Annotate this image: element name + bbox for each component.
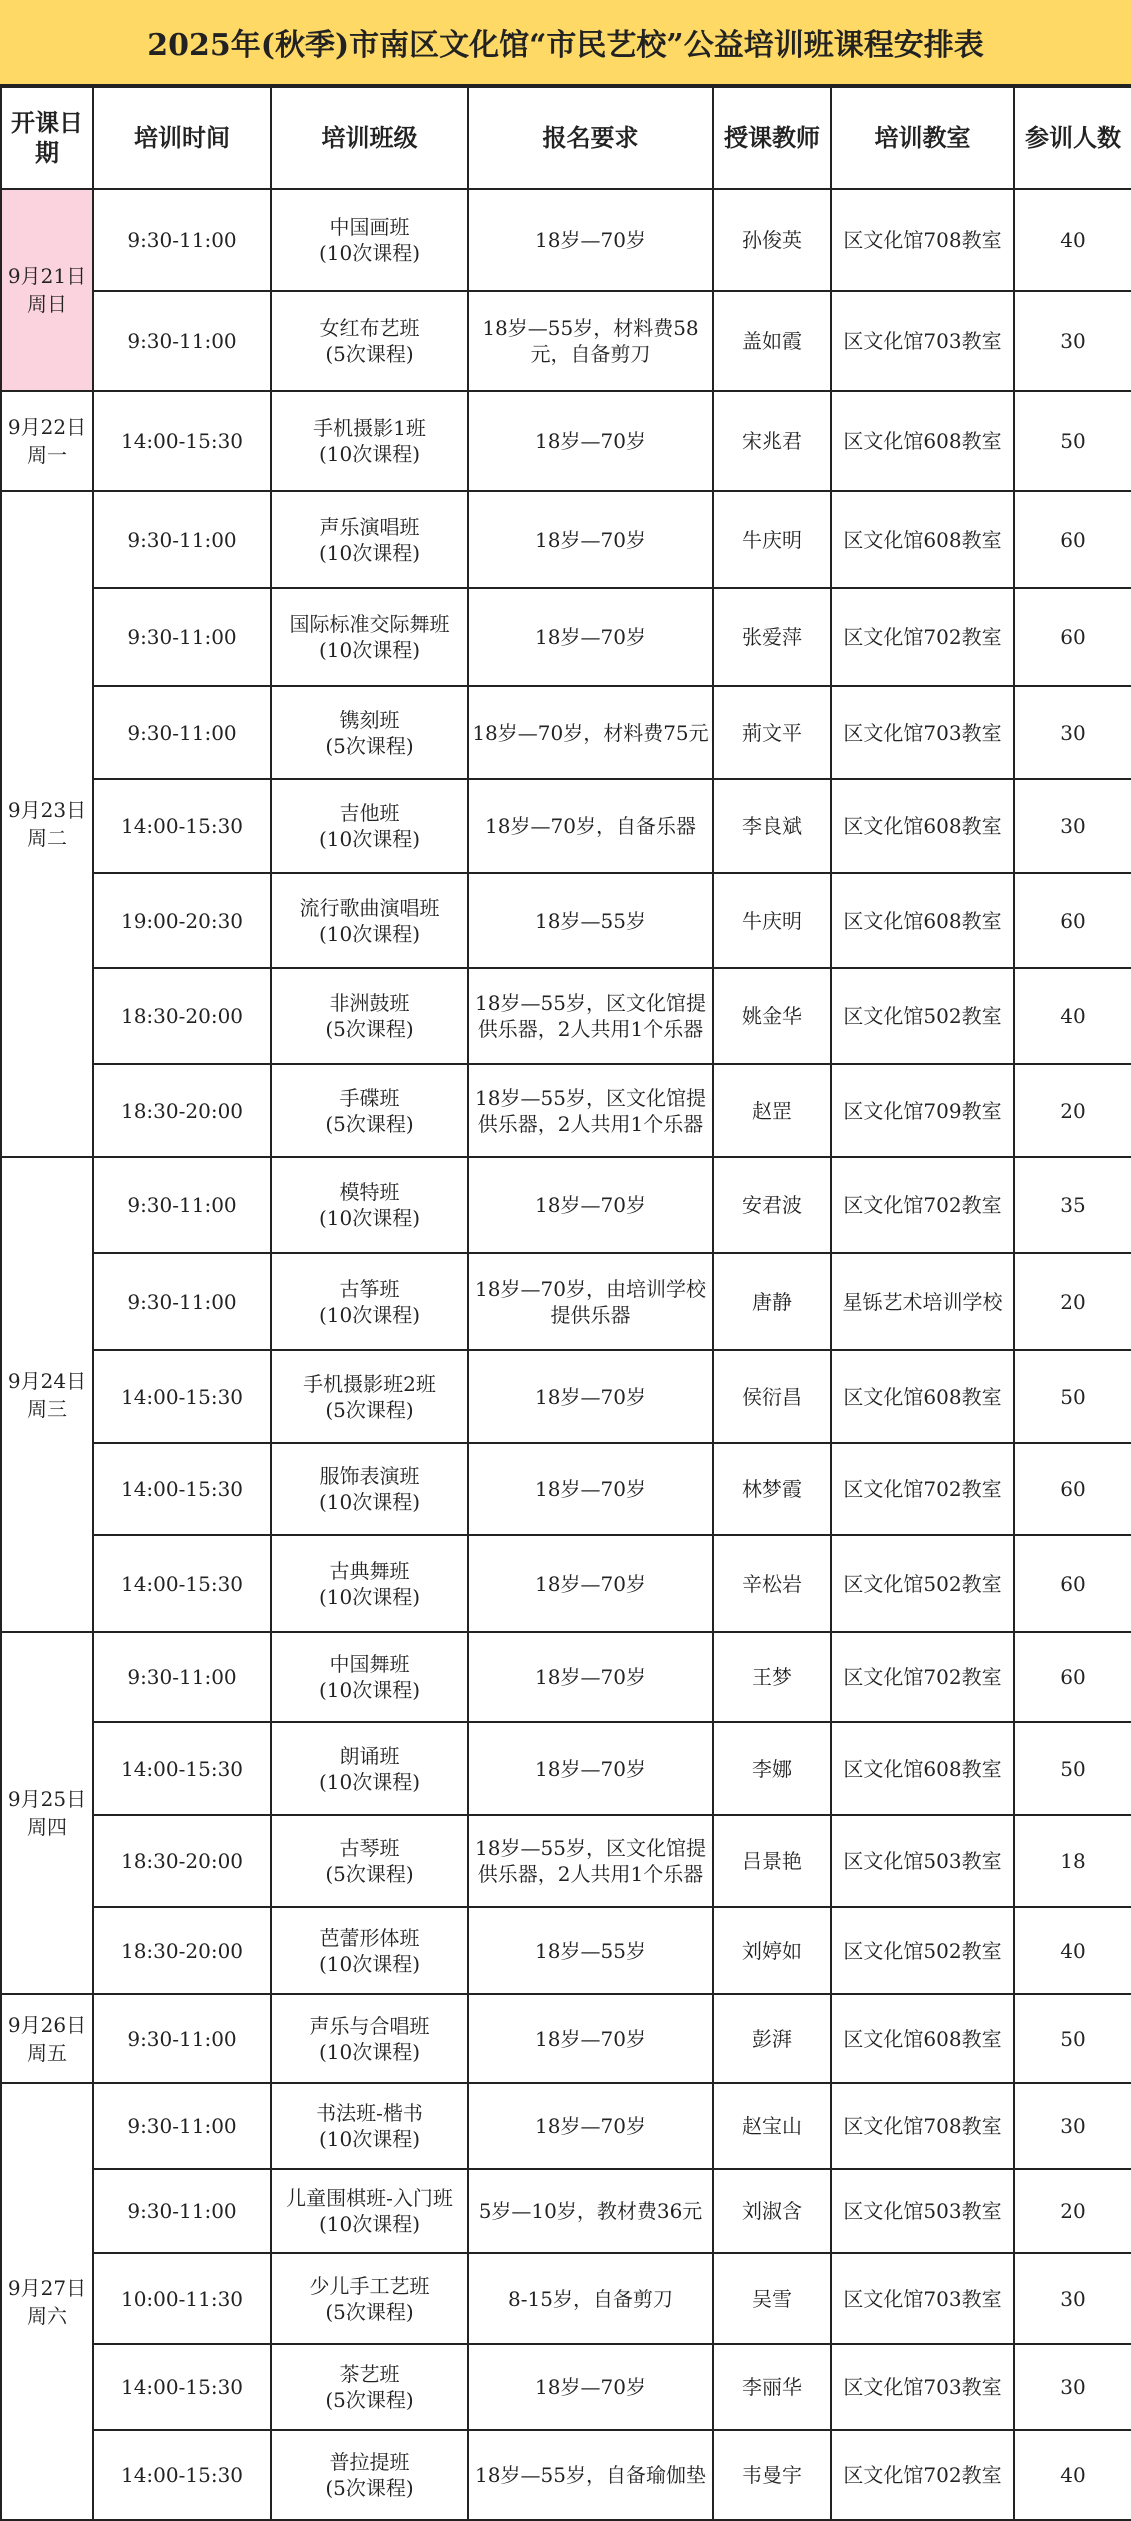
class-name: 非洲鼓班 bbox=[329, 991, 410, 1015]
room-cell: 区文化馆608教室 bbox=[831, 873, 1014, 968]
requirement-cell: 18岁—70岁 bbox=[468, 491, 713, 588]
table-row bbox=[1, 2253, 1131, 2344]
requirement-cell: 18岁—70岁 bbox=[468, 2083, 713, 2169]
class-cell bbox=[271, 1157, 468, 1253]
weekday-label: 周二 bbox=[27, 826, 67, 850]
weekday-label: 周日 bbox=[27, 292, 67, 316]
class-name: 儿童围棋班-入门班 bbox=[286, 2186, 453, 2210]
time-cell: 9:30-11:00 bbox=[93, 2083, 271, 2169]
header-row bbox=[1, 87, 1131, 189]
time-cell: 14:00-15:30 bbox=[93, 2344, 271, 2430]
class-sessions: (10次课程) bbox=[318, 1490, 421, 1514]
time-cell: 14:00-15:30 bbox=[93, 1722, 271, 1815]
count-cell: 40 bbox=[1014, 2430, 1131, 2520]
teacher-cell: 安君波 bbox=[713, 1157, 831, 1253]
date-label: 9月27日 bbox=[7, 2275, 87, 2300]
schedule-table bbox=[0, 86, 1131, 2521]
count-cell: 30 bbox=[1014, 2083, 1131, 2169]
count-cell: 18 bbox=[1014, 1815, 1131, 1907]
class-sessions: (10次课程) bbox=[318, 1584, 421, 1609]
count-cell: 30 bbox=[1014, 291, 1131, 391]
teacher-cell: 刘婷如 bbox=[713, 1907, 831, 1994]
teacher-cell: 吕景艳 bbox=[713, 1815, 831, 1907]
room-cell: 区文化馆702教室 bbox=[831, 1443, 1014, 1535]
class-name: 古典舞班 bbox=[329, 1558, 410, 1583]
table-row bbox=[1, 1064, 1131, 1157]
time-cell: 14:00-15:30 bbox=[93, 1443, 271, 1535]
teacher-cell: 王梦 bbox=[713, 1632, 831, 1722]
requirement-cell: 18岁—55岁 bbox=[468, 1907, 713, 1994]
class-sessions: (5次课程) bbox=[325, 1397, 414, 1422]
time-cell: 18:30-20:00 bbox=[93, 1064, 271, 1157]
room-cell: 区文化馆703教室 bbox=[831, 2344, 1014, 2430]
requirement-cell: 18岁—55岁，材料费58元，自备剪刀 bbox=[468, 291, 713, 391]
class-name: 手机摄影班2班 bbox=[303, 1371, 436, 1396]
room-cell: 区文化馆502教室 bbox=[831, 968, 1014, 1064]
count-cell: 30 bbox=[1014, 686, 1131, 779]
class-cell bbox=[271, 1632, 468, 1722]
table-row bbox=[1, 686, 1131, 779]
class-cell bbox=[271, 2083, 468, 2169]
weekday-label: 周一 bbox=[27, 443, 67, 467]
teacher-cell: 李娜 bbox=[713, 1722, 831, 1815]
time-cell: 9:30-11:00 bbox=[93, 2169, 271, 2253]
class-cell bbox=[271, 1064, 468, 1157]
room-cell: 星铄艺术培训学校 bbox=[831, 1253, 1014, 1350]
teacher-cell: 荊文平 bbox=[713, 686, 831, 779]
table-row bbox=[1, 588, 1131, 686]
count-cell: 50 bbox=[1014, 1350, 1131, 1443]
class-name: 女红布艺班 bbox=[319, 316, 420, 340]
requirement-cell: 18岁—70岁 bbox=[468, 1350, 713, 1443]
class-sessions: (5次课程) bbox=[325, 2299, 414, 2324]
class-cell bbox=[271, 291, 468, 391]
room-cell: 区文化馆608教室 bbox=[831, 1350, 1014, 1443]
requirement-cell: 18岁—70岁，由培训学校提供乐器 bbox=[468, 1253, 713, 1350]
room-cell: 区文化馆708教室 bbox=[831, 2083, 1014, 2169]
time-cell: 9:30-11:00 bbox=[93, 1994, 271, 2083]
class-sessions: (10次课程) bbox=[318, 827, 421, 851]
teacher-cell: 张爱萍 bbox=[713, 588, 831, 686]
class-cell bbox=[271, 1253, 468, 1350]
date-label: 9月23日 bbox=[7, 798, 87, 822]
requirement-cell: 18岁—70岁 bbox=[468, 2344, 713, 2430]
class-name: 少儿手工艺班 bbox=[309, 2273, 430, 2298]
class-name: 书法班-楷书 bbox=[316, 2101, 423, 2125]
class-cell bbox=[271, 1815, 468, 1907]
class-sessions: (10次课程) bbox=[318, 921, 421, 946]
class-cell bbox=[271, 2430, 468, 2520]
teacher-cell: 孙俊英 bbox=[713, 189, 831, 291]
requirement-cell: 18岁—70岁 bbox=[468, 1722, 713, 1815]
teacher-cell: 彭湃 bbox=[713, 1994, 831, 2083]
table-row bbox=[1, 291, 1131, 391]
room-cell: 区文化馆702教室 bbox=[831, 1632, 1014, 1722]
date-cell bbox=[1, 391, 93, 491]
class-name: 声乐演唱班 bbox=[319, 514, 420, 539]
table-row bbox=[1, 391, 1131, 491]
time-cell: 9:30-11:00 bbox=[93, 686, 271, 779]
class-sessions: (10次课程) bbox=[318, 241, 421, 265]
table-row bbox=[1, 1722, 1131, 1815]
table-row bbox=[1, 2430, 1131, 2520]
room-cell: 区文化馆503教室 bbox=[831, 1815, 1014, 1907]
count-cell: 35 bbox=[1014, 1157, 1131, 1253]
room-cell: 区文化馆709教室 bbox=[831, 1064, 1014, 1157]
weekday-label: 周五 bbox=[27, 2040, 67, 2065]
class-cell bbox=[271, 968, 468, 1064]
header-teacher: 授课教师 bbox=[713, 87, 831, 189]
room-cell: 区文化馆708教室 bbox=[831, 189, 1014, 291]
date-label: 9月26日 bbox=[7, 2012, 87, 2037]
date-label: 9月22日 bbox=[7, 415, 87, 439]
time-cell: 9:30-11:00 bbox=[93, 1253, 271, 1350]
table-row bbox=[1, 2344, 1131, 2430]
class-sessions: (5次课程) bbox=[325, 733, 414, 758]
teacher-cell: 韦曼宇 bbox=[713, 2430, 831, 2520]
class-cell bbox=[271, 391, 468, 491]
class-cell bbox=[271, 1443, 468, 1535]
class-cell bbox=[271, 1907, 468, 1994]
class-cell bbox=[271, 189, 468, 291]
requirement-cell: 8-15岁，自备剪刀 bbox=[468, 2253, 713, 2344]
class-name: 服饰表演班 bbox=[319, 1464, 420, 1488]
class-cell bbox=[271, 2169, 468, 2253]
class-cell bbox=[271, 588, 468, 686]
weekday-label: 周三 bbox=[27, 1396, 67, 1421]
count-cell: 40 bbox=[1014, 189, 1131, 291]
table-row bbox=[1, 2169, 1131, 2253]
class-sessions: (10次课程) bbox=[318, 1678, 421, 1702]
class-name: 手碟班 bbox=[339, 1085, 400, 1110]
class-cell bbox=[271, 1350, 468, 1443]
class-name: 镌刻班 bbox=[339, 707, 400, 732]
teacher-cell: 赵宝山 bbox=[713, 2083, 831, 2169]
class-sessions: (10次课程) bbox=[318, 2039, 421, 2064]
date-cell bbox=[1, 189, 93, 391]
teacher-cell: 侯衍昌 bbox=[713, 1350, 831, 1443]
table-row bbox=[1, 1815, 1131, 1907]
count-cell: 60 bbox=[1014, 1535, 1131, 1632]
time-cell: 18:30-20:00 bbox=[93, 1815, 271, 1907]
class-cell bbox=[271, 2253, 468, 2344]
room-cell: 区文化馆608教室 bbox=[831, 1722, 1014, 1815]
count-cell: 50 bbox=[1014, 1722, 1131, 1815]
sheet-title: 2025年(秋季)市南区文化馆“市民艺校”公益培训班课程安排表 bbox=[0, 0, 1131, 86]
date-cell bbox=[1, 1157, 93, 1632]
teacher-cell: 辛松岩 bbox=[713, 1535, 831, 1632]
count-cell: 60 bbox=[1014, 1443, 1131, 1535]
class-sessions: (10次课程) bbox=[318, 2127, 421, 2151]
room-cell: 区文化馆608教室 bbox=[831, 391, 1014, 491]
class-name: 声乐与合唱班 bbox=[309, 2013, 430, 2038]
requirement-cell: 18岁—70岁，材料费75元 bbox=[468, 686, 713, 779]
requirement-cell: 18岁—70岁 bbox=[468, 1443, 713, 1535]
class-sessions: (5次课程) bbox=[325, 1111, 414, 1136]
room-cell: 区文化馆702教室 bbox=[831, 2430, 1014, 2520]
header-requirement: 报名要求 bbox=[468, 87, 713, 189]
time-cell: 10:00-11:30 bbox=[93, 2253, 271, 2344]
class-name: 流行歌曲演唱班 bbox=[299, 895, 440, 920]
requirement-cell: 18岁—55岁，区文化馆提供乐器，2人共用1个乐器 bbox=[468, 1064, 713, 1157]
requirement-cell: 18岁—70岁 bbox=[468, 1535, 713, 1632]
table-row bbox=[1, 1535, 1131, 1632]
requirement-cell: 18岁—55岁，区文化馆提供乐器，2人共用1个乐器 bbox=[468, 968, 713, 1064]
requirement-cell: 18岁—70岁 bbox=[468, 391, 713, 491]
room-cell: 区文化馆608教室 bbox=[831, 1994, 1014, 2083]
date-cell bbox=[1, 1994, 93, 2083]
teacher-cell: 李丽华 bbox=[713, 2344, 831, 2430]
table-row bbox=[1, 1443, 1131, 1535]
header-date: 开课日期 bbox=[1, 87, 93, 189]
table-row bbox=[1, 1994, 1131, 2083]
class-cell bbox=[271, 1535, 468, 1632]
requirement-cell: 18岁—70岁 bbox=[468, 588, 713, 686]
weekday-label: 周六 bbox=[27, 2303, 67, 2328]
class-name: 古琴班 bbox=[339, 1836, 400, 1860]
table-row bbox=[1, 779, 1131, 873]
teacher-cell: 牛庆明 bbox=[713, 873, 831, 968]
room-cell: 区文化馆702教室 bbox=[831, 1157, 1014, 1253]
count-cell: 40 bbox=[1014, 1907, 1131, 1994]
date-label: 9月21日 bbox=[7, 264, 87, 288]
table-row bbox=[1, 1253, 1131, 1350]
teacher-cell: 赵罡 bbox=[713, 1064, 831, 1157]
room-cell: 区文化馆502教室 bbox=[831, 1535, 1014, 1632]
class-sessions: (10次课程) bbox=[318, 1951, 421, 1976]
room-cell: 区文化馆608教室 bbox=[831, 779, 1014, 873]
count-cell: 40 bbox=[1014, 968, 1131, 1064]
count-cell: 60 bbox=[1014, 873, 1131, 968]
class-name: 茶艺班 bbox=[339, 2362, 400, 2386]
class-sessions: (10次课程) bbox=[318, 442, 421, 466]
count-cell: 60 bbox=[1014, 491, 1131, 588]
class-name: 朗诵班 bbox=[339, 1743, 400, 1768]
date-cell bbox=[1, 1632, 93, 1994]
requirement-cell: 18岁—70岁 bbox=[468, 1632, 713, 1722]
class-name: 手机摄影1班 bbox=[313, 416, 426, 440]
table-row bbox=[1, 491, 1131, 588]
requirement-cell: 18岁—70岁 bbox=[468, 1157, 713, 1253]
table-row bbox=[1, 1907, 1131, 1994]
class-cell bbox=[271, 873, 468, 968]
teacher-cell: 盖如霞 bbox=[713, 291, 831, 391]
requirement-cell: 18岁—55岁 bbox=[468, 873, 713, 968]
class-sessions: (10次课程) bbox=[318, 1206, 421, 1230]
class-sessions: (10次课程) bbox=[318, 1769, 421, 1794]
time-cell: 14:00-15:30 bbox=[93, 1535, 271, 1632]
time-cell: 9:30-11:00 bbox=[93, 588, 271, 686]
class-sessions: (5次课程) bbox=[325, 2476, 414, 2500]
teacher-cell: 唐静 bbox=[713, 1253, 831, 1350]
teacher-cell: 林梦霞 bbox=[713, 1443, 831, 1535]
room-cell: 区文化馆703教室 bbox=[831, 686, 1014, 779]
teacher-cell: 宋兆君 bbox=[713, 391, 831, 491]
room-cell: 区文化馆702教室 bbox=[831, 588, 1014, 686]
room-cell: 区文化馆502教室 bbox=[831, 1907, 1014, 1994]
class-sessions: (10次课程) bbox=[318, 2212, 421, 2236]
time-cell: 18:30-20:00 bbox=[93, 968, 271, 1064]
count-cell: 30 bbox=[1014, 2253, 1131, 2344]
class-sessions: (10次课程) bbox=[318, 1302, 421, 1327]
table-row bbox=[1, 1157, 1131, 1253]
date-label: 9月24日 bbox=[7, 1368, 87, 1393]
class-sessions: (5次课程) bbox=[325, 342, 414, 366]
class-cell bbox=[271, 1994, 468, 2083]
class-sessions: (5次课程) bbox=[325, 1017, 414, 1041]
count-cell: 30 bbox=[1014, 2344, 1131, 2430]
time-cell: 9:30-11:00 bbox=[93, 291, 271, 391]
time-cell: 18:30-20:00 bbox=[93, 1907, 271, 1994]
class-sessions: (5次课程) bbox=[325, 2388, 414, 2412]
class-name: 国际标准交际舞班 bbox=[289, 612, 450, 636]
time-cell: 9:30-11:00 bbox=[93, 189, 271, 291]
count-cell: 20 bbox=[1014, 1253, 1131, 1350]
teacher-cell: 吴雪 bbox=[713, 2253, 831, 2344]
requirement-cell: 18岁—70岁 bbox=[468, 189, 713, 291]
requirement-cell: 18岁—55岁，区文化馆提供乐器，2人共用1个乐器 bbox=[468, 1815, 713, 1907]
class-cell bbox=[271, 2344, 468, 2430]
class-cell bbox=[271, 686, 468, 779]
class-cell bbox=[271, 779, 468, 873]
time-cell: 19:00-20:30 bbox=[93, 873, 271, 968]
room-cell: 区文化馆608教室 bbox=[831, 491, 1014, 588]
requirement-cell: 18岁—70岁 bbox=[468, 1994, 713, 2083]
count-cell: 50 bbox=[1014, 1994, 1131, 2083]
time-cell: 9:30-11:00 bbox=[93, 491, 271, 588]
table-row bbox=[1, 1350, 1131, 1443]
teacher-cell: 姚金华 bbox=[713, 968, 831, 1064]
requirement-cell: 18岁—55岁，自备瑜伽垫 bbox=[468, 2430, 713, 2520]
header-time: 培训时间 bbox=[93, 87, 271, 189]
class-sessions: (5次课程) bbox=[325, 1862, 414, 1886]
count-cell: 60 bbox=[1014, 1632, 1131, 1722]
date-cell bbox=[1, 2083, 93, 2520]
class-sessions: (10次课程) bbox=[318, 540, 421, 565]
class-name: 普拉提班 bbox=[329, 2450, 410, 2474]
requirement-cell: 18岁—70岁，自备乐器 bbox=[468, 779, 713, 873]
table-row bbox=[1, 1632, 1131, 1722]
time-cell: 14:00-15:30 bbox=[93, 1350, 271, 1443]
header-room: 培训教室 bbox=[831, 87, 1014, 189]
class-name: 吉他班 bbox=[339, 801, 400, 825]
count-cell: 60 bbox=[1014, 588, 1131, 686]
time-cell: 14:00-15:30 bbox=[93, 2430, 271, 2520]
class-name: 芭蕾形体班 bbox=[319, 1925, 420, 1950]
class-sessions: (10次课程) bbox=[318, 638, 421, 662]
class-cell bbox=[271, 491, 468, 588]
requirement-cell: 5岁—10岁，教材费36元 bbox=[468, 2169, 713, 2253]
class-name: 中国画班 bbox=[329, 215, 410, 239]
table-row bbox=[1, 189, 1131, 291]
teacher-cell: 牛庆明 bbox=[713, 491, 831, 588]
room-cell: 区文化馆703教室 bbox=[831, 291, 1014, 391]
class-name: 古筝班 bbox=[339, 1276, 400, 1301]
teacher-cell: 刘淑含 bbox=[713, 2169, 831, 2253]
date-label: 9月25日 bbox=[7, 1787, 87, 1811]
table-row bbox=[1, 2083, 1131, 2169]
count-cell: 30 bbox=[1014, 779, 1131, 873]
room-cell: 区文化馆703教室 bbox=[831, 2253, 1014, 2344]
header-count: 参训人数 bbox=[1014, 87, 1131, 189]
class-cell bbox=[271, 1722, 468, 1815]
time-cell: 14:00-15:30 bbox=[93, 391, 271, 491]
table-row bbox=[1, 968, 1131, 1064]
teacher-cell: 李良斌 bbox=[713, 779, 831, 873]
time-cell: 14:00-15:30 bbox=[93, 779, 271, 873]
class-name: 中国舞班 bbox=[329, 1652, 410, 1676]
class-name: 模特班 bbox=[339, 1180, 400, 1204]
count-cell: 20 bbox=[1014, 2169, 1131, 2253]
room-cell: 区文化馆503教室 bbox=[831, 2169, 1014, 2253]
time-cell: 9:30-11:00 bbox=[93, 1157, 271, 1253]
header-class: 培训班级 bbox=[271, 87, 468, 189]
count-cell: 20 bbox=[1014, 1064, 1131, 1157]
weekday-label: 周四 bbox=[27, 1815, 67, 1839]
table-row bbox=[1, 873, 1131, 968]
count-cell: 50 bbox=[1014, 391, 1131, 491]
date-cell bbox=[1, 491, 93, 1157]
time-cell: 9:30-11:00 bbox=[93, 1632, 271, 1722]
